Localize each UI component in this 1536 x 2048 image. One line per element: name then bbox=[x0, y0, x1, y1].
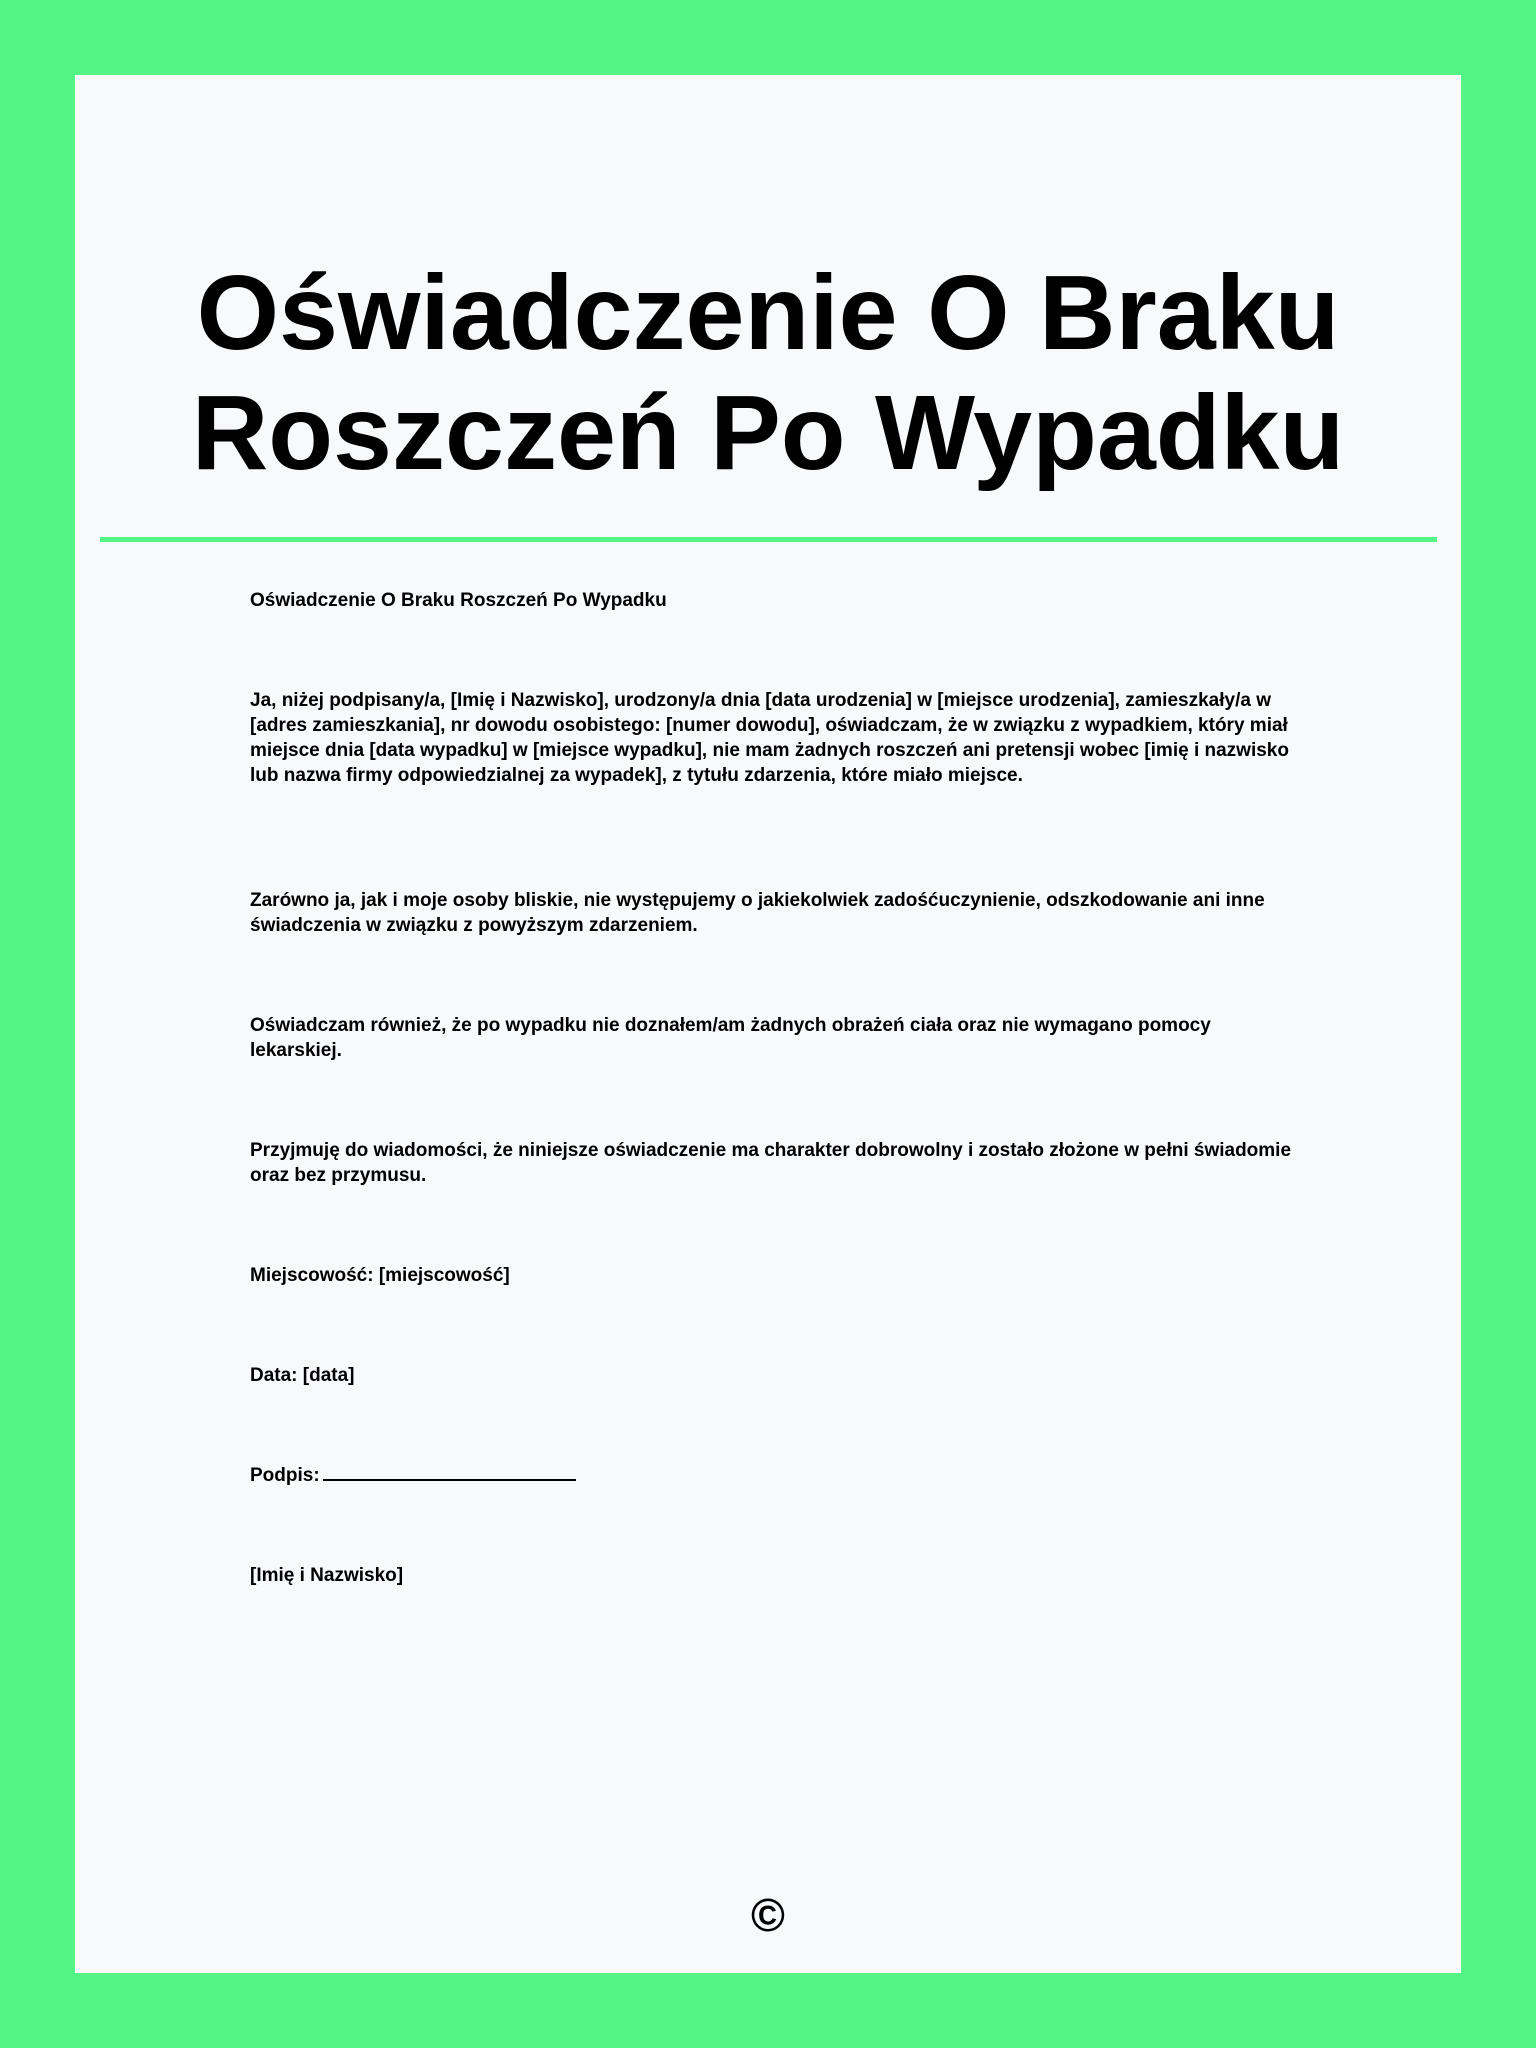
signature-blank bbox=[323, 1463, 576, 1481]
place-line: Miejscowość: [miejscowość] bbox=[250, 1265, 510, 1286]
document-heading: Oświadczenie O Braku Roszczeń Po Wypadku bbox=[250, 590, 667, 611]
paragraph-no-injuries: Oświadczam również, że po wypadku nie doznałem/am żadnych obrażeń ciała oraz nie wymagano pomocy lekarskiej. bbox=[250, 1015, 1211, 1061]
document-page bbox=[75, 75, 1461, 1973]
signature-label: Podpis: bbox=[250, 1465, 320, 1486]
copyright-icon: © bbox=[751, 1889, 785, 1941]
document-title: Oświadczenie O Braku Roszczeń Po Wypadku bbox=[191, 254, 1345, 492]
name-line: [Imię i Nazwisko] bbox=[250, 1565, 404, 1586]
title-divider bbox=[100, 537, 1437, 542]
paragraph-no-claims: Zarówno ja, jak i moje osoby bliskie, nie występujemy o jakiekolwiek zadośćuczynienie, odszkodowanie ani inne świadczenia w związku z powyższym zdarzeniem. bbox=[250, 890, 1265, 936]
paragraph-declaration: Ja, niżej podpisany/a, [Imię i Nazwisko], urodzony/a dnia [data urodzenia] w [miejsce urodzenia], zamieszkały/a w [adres zamieszkania], nr dowodu osobistego: [numer dowodu], oświadczam, że w związku z wypadkiem, który miał miejsce dnia [data wypadku] w [miejsce wypadku], nie mam żadnych roszczeń ani pretensji wobec [imię i nazwisko lub nazwa firmy odpowiedzialnej za wypadek], z tytułu zdarzenia, które miało miejsce. bbox=[250, 690, 1289, 786]
paragraph-voluntary: Przyjmuję do wiadomości, że niniejsze oświadczenie ma charakter dobrowolny i zostało złożone w pełni świadomie oraz bez przymusu. bbox=[250, 1140, 1292, 1186]
signature-line bbox=[250, 1463, 1300, 1488]
date-line: Data: [data] bbox=[250, 1365, 355, 1386]
